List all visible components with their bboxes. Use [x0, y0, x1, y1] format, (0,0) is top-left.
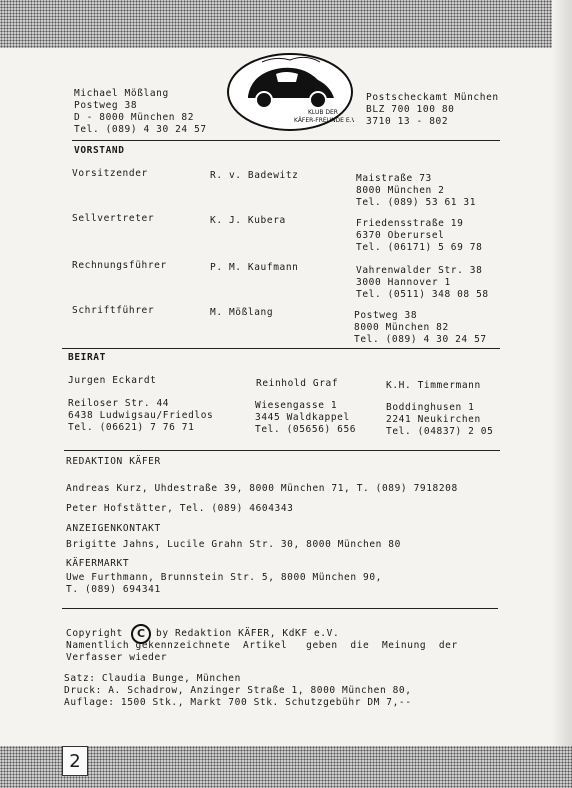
address-line: Maistraße 73 [356, 173, 432, 184]
member-address [255, 400, 356, 436]
address-line: 2241 Neukirchen [386, 414, 481, 425]
satz-line: Satz: Claudia Bunge, München [64, 673, 241, 684]
header-line: D - 8000 München 82 [74, 112, 195, 123]
member-address [386, 402, 493, 438]
editor-line: Andreas Kurz, Uhdestraße 39, 8000 München 71, T. (089) 7918208 [66, 483, 458, 494]
editor-line: Peter Hofstätter, Tel. (089) 4604343 [66, 503, 294, 514]
page-number: 2 [62, 746, 88, 776]
section-heading-redaktion: REDAKTION KÄFER [66, 456, 161, 467]
auflage-line: Auflage: 1500 Stk., Markt 700 Stk. Schutzgebühr DM 7,-- [64, 697, 412, 708]
address-line: 8000 München 2 [356, 185, 445, 196]
logo-text: KÄFER-FREUNDE E.V. [294, 117, 354, 124]
header-line: Postweg 38 [74, 100, 138, 111]
address-line: Friedensstraße 19 [356, 218, 464, 229]
role-label: Rechnungsführer [72, 260, 167, 271]
markt-line: Uwe Furthmann, Brunnstein Str. 5, 8000 München 90, [66, 572, 382, 583]
header-line: Tel. (089) 4 30 24 57 [74, 124, 207, 135]
member-name: Reinhold Graf [256, 378, 339, 389]
druck-line: Druck: A. Schadrow, Anzinger Straße 1, 8000 München 80, [64, 685, 412, 696]
member-name: M. Mößlang [210, 307, 274, 318]
section-heading-kaefermarkt: KÄFERMARKT [66, 558, 130, 569]
address-line: Tel. (089) 53 61 31 [356, 197, 477, 208]
section-heading-vorstand: VORSTAND [74, 145, 125, 156]
address-line: Tel. (04837) 2 05 [386, 426, 494, 437]
header-line: Michael Mößlang [74, 88, 169, 99]
section-heading-beirat: BEIRAT [68, 352, 106, 363]
footer-note: Namentlich gekennzeichnete Artikel geben die Meinung der [66, 640, 458, 651]
header-address [74, 88, 207, 136]
copyright-text: by Redaktion KÄFER, KdKF e.V. [156, 628, 340, 639]
member-address [356, 173, 476, 209]
divider [62, 608, 498, 609]
club-logo [226, 52, 354, 132]
address-line: 8000 München 82 [354, 322, 449, 333]
anzeigen-line: Brigitte Jahns, Lucile Grahn Str. 30, 8000 München 80 [66, 539, 401, 550]
divider [64, 450, 500, 451]
markt-line: T. (089) 694341 [66, 584, 161, 595]
divider [72, 140, 500, 141]
section-heading-anzeigen: ANZEIGENKONTAKT [66, 523, 161, 534]
member-address [356, 265, 489, 301]
role-label: Schriftführer [72, 305, 155, 316]
member-address [356, 218, 482, 254]
address-line: Boddinghusen 1 [386, 402, 475, 413]
bank-line: BLZ 700 100 80 [366, 104, 455, 115]
address-line: Tel. (06621) 7 76 71 [68, 422, 195, 433]
address-line: 6370 Oberursel [356, 230, 445, 241]
divider [62, 348, 500, 349]
member-name: K. J. Kubera [210, 215, 286, 226]
address-line: Postweg 38 [354, 310, 418, 321]
role-label: Sellvertreter [72, 213, 155, 224]
address-line: Vahrenwalder Str. 38 [356, 265, 483, 276]
address-line: Wiesengasse 1 [255, 400, 338, 411]
address-line: 6438 Ludwigsau/Friedlos [68, 410, 214, 421]
member-name: R. v. Badewitz [210, 170, 299, 181]
address-line: 3000 Hannover 1 [356, 277, 451, 288]
bank-line: 3710 13 - 802 [366, 116, 449, 127]
logo-text: KLUB DER [308, 109, 338, 116]
member-name: Jurgen Eckardt [68, 375, 157, 386]
member-address [354, 310, 487, 346]
scan-shading-top [0, 0, 572, 48]
address-line: Tel. (05656) 656 [255, 424, 357, 435]
address-line: Tel. (06171) 5 69 78 [356, 242, 483, 253]
address-line: Tel. (089) 4 30 24 57 [354, 334, 487, 345]
copyright-label: Copyright [66, 628, 123, 639]
address-line: 3445 Waldkappel [255, 412, 350, 423]
address-line: Tel. (0511) 348 08 58 [356, 289, 489, 300]
address-line: Reiloser Str. 44 [68, 398, 170, 409]
copyright-icon: C [131, 624, 151, 644]
member-name: K.H. Timmermann [386, 380, 481, 391]
footer-note: Verfasser wieder [66, 652, 168, 663]
member-address [68, 398, 213, 434]
bank-details [366, 92, 499, 128]
scan-shading-right [552, 0, 572, 788]
member-name: P. M. Kaufmann [210, 262, 299, 273]
role-label: Vorsitzender [72, 168, 148, 179]
bank-line: Postscheckamt München [366, 92, 499, 103]
